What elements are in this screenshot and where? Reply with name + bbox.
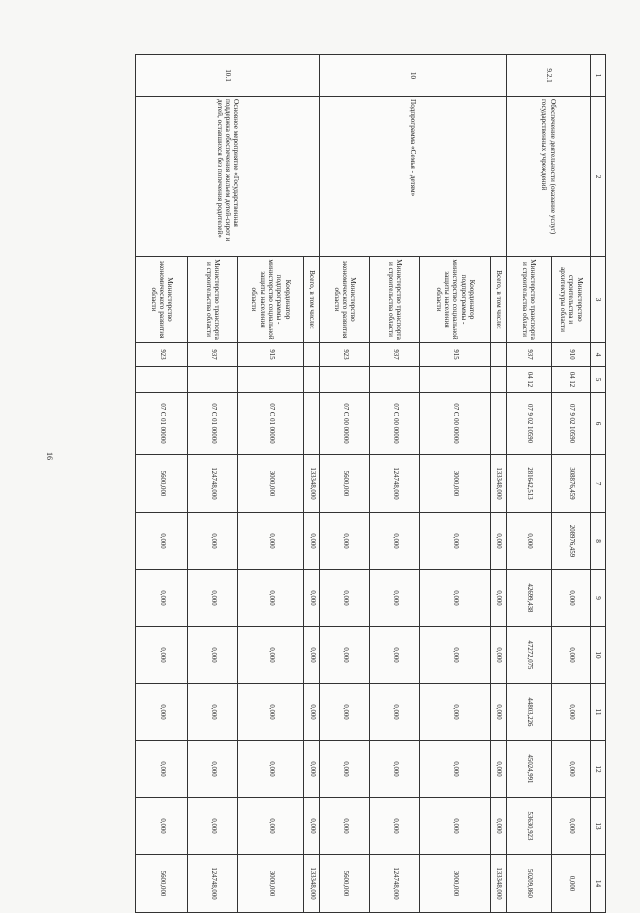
amount-cell: 0,000: [136, 684, 188, 741]
section-cell: 04 12: [506, 367, 552, 393]
amount-cell: 0,000: [420, 627, 491, 684]
amount-cell: 0,000: [490, 513, 506, 570]
code-cell: [304, 343, 320, 367]
program-name-cell: Основное мероприятие «Государственная поддержка обеспечения жильем детей-сирот и детей, оставшихся без попечения родителей»: [136, 97, 320, 257]
amount-cell: 0,000: [370, 741, 420, 798]
amount-cell: 0,000: [188, 684, 238, 741]
target-article-cell: 07 С 01 00000: [188, 393, 238, 455]
amount-cell: 0,000: [238, 627, 304, 684]
amount-cell: 0,000: [238, 798, 304, 855]
code-cell: 937: [370, 343, 420, 367]
target-article-cell: 07 С 00 00000: [420, 393, 491, 455]
amount-cell: 3000,000: [420, 855, 491, 913]
amount-cell: 0,000: [188, 513, 238, 570]
amount-cell: 0,000: [304, 798, 320, 855]
column-header: 4: [591, 343, 606, 367]
amount-cell: 0,000: [420, 684, 491, 741]
amount-cell: 0,000: [304, 684, 320, 741]
amount-cell: 0,000: [420, 741, 491, 798]
amount-cell: 0,000: [304, 513, 320, 570]
amount-cell: 133348,000: [304, 455, 320, 513]
row-number-cell: 10: [320, 55, 507, 97]
amount-cell: 208976,459: [552, 513, 591, 570]
amount-cell: 0,000: [304, 570, 320, 627]
amount-cell: 5600,000: [320, 855, 370, 913]
amount-cell: 5600,000: [136, 455, 188, 513]
amount-cell: 5600,000: [320, 455, 370, 513]
amount-cell: 3000,000: [238, 455, 304, 513]
code-cell: 915: [420, 343, 491, 367]
amount-cell: 124748,000: [188, 855, 238, 913]
executor-cell: Всего, в том числе:: [490, 257, 506, 343]
amount-cell: 0,000: [188, 570, 238, 627]
executor-cell: Министерство строительства и архитектуры области: [552, 257, 591, 343]
amount-cell: 0,000: [136, 627, 188, 684]
amount-cell: 5600,000: [136, 855, 188, 913]
amount-cell: 0,000: [304, 741, 320, 798]
amount-cell: 0,000: [320, 627, 370, 684]
section-cell: [136, 367, 188, 393]
amount-cell: 0,000: [552, 798, 591, 855]
amount-cell: 0,000: [370, 513, 420, 570]
column-header: 10: [591, 627, 606, 684]
code-cell: 923: [136, 343, 188, 367]
amount-cell: 0,000: [370, 798, 420, 855]
target-article-cell: [304, 393, 320, 455]
column-header: 9: [591, 570, 606, 627]
column-header: 8: [591, 513, 606, 570]
section-cell: 04 12: [552, 367, 591, 393]
amount-cell: 0,000: [188, 627, 238, 684]
code-cell: 937: [188, 343, 238, 367]
amount-cell: 0,000: [136, 798, 188, 855]
amount-cell: 0,000: [420, 798, 491, 855]
amount-cell: 133348,000: [490, 855, 506, 913]
program-name-cell: Обеспечение деятельности (оказание услуг) государственных учреждений: [506, 97, 590, 257]
amount-cell: 0,000: [136, 570, 188, 627]
amount-cell: 0,000: [136, 513, 188, 570]
section-cell: [304, 367, 320, 393]
code-cell: 923: [320, 343, 370, 367]
amount-cell: 0,000: [506, 513, 552, 570]
section-cell: [320, 367, 370, 393]
executor-cell: Министерство транспорта и строительства области: [506, 257, 552, 343]
amount-cell: 133348,000: [490, 455, 506, 513]
amount-cell: 0,000: [320, 684, 370, 741]
amount-cell: 0,000: [490, 627, 506, 684]
column-header: 3: [591, 257, 606, 343]
column-header: 1: [591, 55, 606, 97]
amount-cell: 50209,860: [506, 855, 552, 913]
target-article-cell: 07 9 02 10590: [506, 393, 552, 455]
target-article-cell: 07 9 02 10590: [552, 393, 591, 455]
amount-cell: 0,000: [188, 798, 238, 855]
target-article-cell: 07 С 00 00000: [320, 393, 370, 455]
amount-cell: 0,000: [320, 741, 370, 798]
amount-cell: 0,000: [420, 570, 491, 627]
executor-cell: Всего, в том числе:: [304, 257, 320, 343]
column-header: 6: [591, 393, 606, 455]
amount-cell: 0,000: [304, 627, 320, 684]
amount-cell: 124748,000: [188, 455, 238, 513]
code-cell: 910: [552, 343, 591, 367]
executor-cell: Координатор подпрограммы - министерство социальной защиты населения области: [420, 257, 491, 343]
amount-cell: 0,000: [238, 570, 304, 627]
section-cell: [420, 367, 491, 393]
amount-cell: 0,000: [552, 855, 591, 913]
amount-cell: 47272,075: [506, 627, 552, 684]
column-header: 7: [591, 455, 606, 513]
amount-cell: 0,000: [370, 627, 420, 684]
amount-cell: 44803,226: [506, 684, 552, 741]
header-row: [591, 55, 606, 913]
executor-cell: Министерство экономического развития области: [136, 257, 188, 343]
amount-cell: 0,000: [552, 570, 591, 627]
amount-cell: 0,000: [552, 627, 591, 684]
amount-cell: 281642,513: [506, 455, 552, 513]
row-number-cell: 10.1: [136, 55, 320, 97]
amount-cell: 124748,000: [370, 855, 420, 913]
executor-cell: Министерство экономического развития области: [320, 257, 370, 343]
amount-cell: 3000,000: [238, 855, 304, 913]
amount-cell: 0,000: [188, 741, 238, 798]
section-cell: [238, 367, 304, 393]
table-row: [552, 55, 591, 913]
column-header: 14: [591, 855, 606, 913]
column-header: 13: [591, 798, 606, 855]
table-row: [304, 55, 320, 913]
amount-cell: 0,000: [490, 684, 506, 741]
amount-cell: 0,000: [238, 513, 304, 570]
amount-cell: 0,000: [320, 798, 370, 855]
amount-cell: 0,000: [490, 570, 506, 627]
row-number-cell: 9.2.1: [506, 55, 590, 97]
amount-cell: 0,000: [420, 513, 491, 570]
code-cell: 915: [238, 343, 304, 367]
section-cell: [188, 367, 238, 393]
amount-cell: 0,000: [490, 798, 506, 855]
target-article-cell: 07 С 00 00000: [370, 393, 420, 455]
amount-cell: 0,000: [238, 741, 304, 798]
column-header: 2: [591, 97, 606, 257]
amount-cell: 0,000: [136, 741, 188, 798]
budget-table: [135, 54, 606, 913]
amount-cell: 0,000: [238, 684, 304, 741]
section-cell: [490, 367, 506, 393]
code-cell: [490, 343, 506, 367]
budget-table-wrapper: [135, 54, 606, 912]
section-cell: [370, 367, 420, 393]
amount-cell: 124748,000: [370, 455, 420, 513]
column-header: 12: [591, 741, 606, 798]
page-number: 16: [45, 452, 54, 460]
amount-cell: 308876,459: [552, 455, 591, 513]
amount-cell: 0,000: [552, 741, 591, 798]
column-header: 11: [591, 684, 606, 741]
amount-cell: 3000,000: [420, 455, 491, 513]
amount-cell: 0,000: [552, 684, 591, 741]
target-article-cell: 07 С 01 00000: [136, 393, 188, 455]
amount-cell: 53630,923: [506, 798, 552, 855]
executor-cell: Координатор подпрограммы - министерство социальной защиты населения области: [238, 257, 304, 343]
target-article-cell: 07 С 01 00000: [238, 393, 304, 455]
amount-cell: 0,000: [370, 684, 420, 741]
amount-cell: 45024,991: [506, 741, 552, 798]
amount-cell: 0,000: [370, 570, 420, 627]
table-row: [490, 55, 506, 913]
amount-cell: 0,000: [320, 570, 370, 627]
executor-cell: Министерство транспорта и строительства области: [370, 257, 420, 343]
target-article-cell: [490, 393, 506, 455]
amount-cell: 42699,438: [506, 570, 552, 627]
amount-cell: 133348,000: [304, 855, 320, 913]
program-name-cell: Подпрограмма «Семья - детям»: [320, 97, 507, 257]
executor-cell: Министерство транспорта и строительства области: [188, 257, 238, 343]
column-header: 5: [591, 367, 606, 393]
code-cell: 937: [506, 343, 552, 367]
amount-cell: 0,000: [320, 513, 370, 570]
amount-cell: 0,000: [490, 741, 506, 798]
